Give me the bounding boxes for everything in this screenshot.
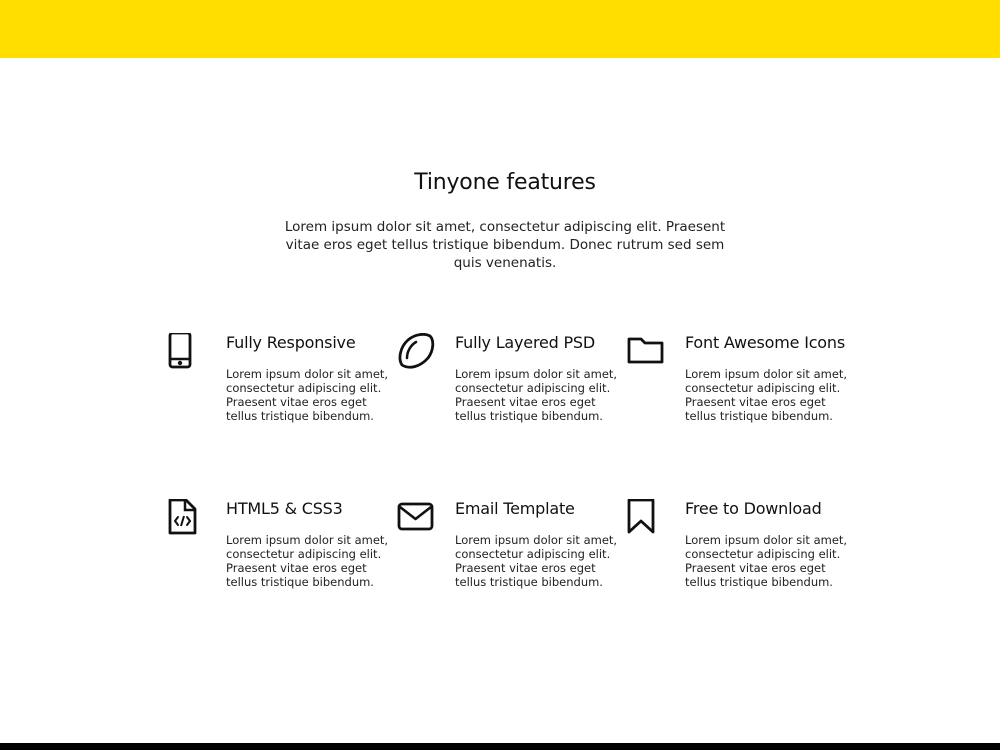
lemon-icon (397, 333, 437, 373)
envelope-icon (397, 499, 437, 539)
feature-card-html5-css3 (168, 499, 393, 609)
feature-text: Lorem ipsum dolor sit amet, consectetur adipiscing elit. Praesent vitae eros eget tellus tristique bibendum. (685, 533, 848, 589)
feature-text: Lorem ipsum dolor sit amet, consectetur adipiscing elit. Praesent vitae eros eget tellus tristique bibendum. (226, 367, 389, 423)
footer-bar (0, 743, 1000, 750)
feature-card-free-to-download (627, 499, 852, 609)
folder-icon (627, 333, 667, 373)
feature-text: Lorem ipsum dolor sit amet, consectetur adipiscing elit. Praesent vitae eros eget tellus tristique bibendum. (455, 367, 618, 423)
feature-title: Fully Responsive (226, 333, 356, 352)
feature-title: Free to Download (685, 499, 822, 518)
feature-card-font-awesome-icons (627, 333, 852, 443)
file-code-icon (168, 499, 208, 539)
section-title: Tinyone features (414, 170, 596, 195)
mobile-phone-icon (168, 333, 208, 373)
section-intro: Lorem ipsum dolor sit amet, consectetur adipiscing elit. Praesent vitae eros eget tellus tristique bibendum. Donec rutrum sed sem quis venenatis. (284, 219, 726, 271)
bookmark-icon (627, 499, 667, 539)
feature-title: Email Template (455, 499, 575, 518)
feature-text: Lorem ipsum dolor sit amet, consectetur adipiscing elit. Praesent vitae eros eget tellus tristique bibendum. (226, 533, 389, 589)
feature-title: Fully Layered PSD (455, 333, 595, 352)
feature-title: HTML5 & CSS3 (226, 499, 343, 518)
header-bar (0, 0, 1000, 58)
feature-card-fully-responsive (168, 333, 393, 443)
feature-text: Lorem ipsum dolor sit amet, consectetur adipiscing elit. Praesent vitae eros eget tellus tristique bibendum. (685, 367, 848, 423)
feature-title: Font Awesome Icons (685, 333, 845, 352)
feature-text: Lorem ipsum dolor sit amet, consectetur adipiscing elit. Praesent vitae eros eget tellus tristique bibendum. (455, 533, 618, 589)
feature-card-fully-layered-psd (397, 333, 622, 443)
feature-card-email-template (397, 499, 622, 609)
